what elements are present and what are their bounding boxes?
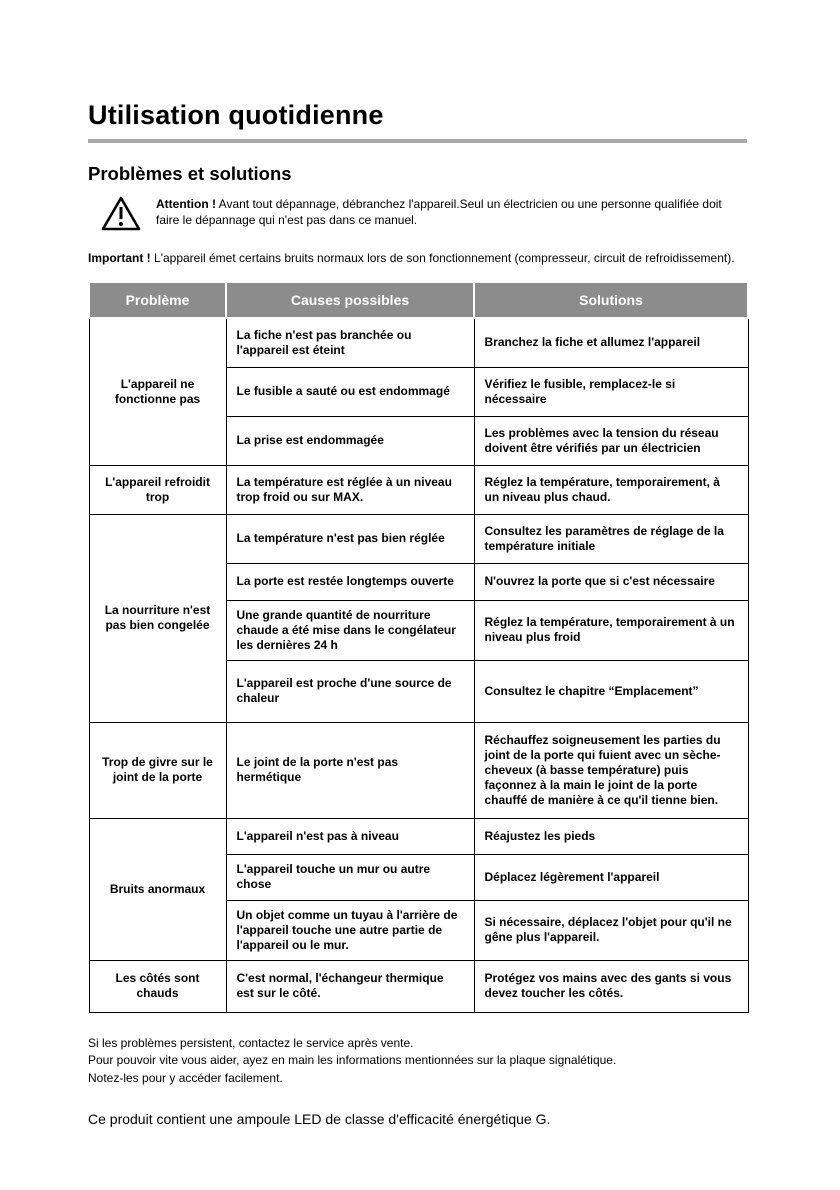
cause-cell: Le fusible a sauté ou est endommagé <box>226 367 474 416</box>
page-title: Utilisation quotidienne <box>88 100 384 130</box>
solution-cell: Déplacez légèrement l'appareil <box>474 854 748 900</box>
footer-notes <box>88 1035 747 1088</box>
header-probleme: Problème <box>89 282 226 318</box>
table-row <box>89 818 748 854</box>
cause-cell: La température n'est pas bien réglée <box>226 514 474 563</box>
solution-cell: Protégez vos mains avec des gants si vous devez toucher les côtés. <box>474 960 748 1012</box>
cause-cell: Le joint de la porte n'est pas hermétique <box>226 722 474 818</box>
table-row <box>89 960 748 1012</box>
probleme-cell: L'appareil ne fonctionne pas <box>89 318 226 465</box>
attention-text <box>156 193 744 228</box>
cause-cell: La température est réglée à un niveau trop froid ou sur MAX. <box>226 465 474 514</box>
title-rule <box>88 139 747 143</box>
cause-cell: L'appareil est proche d'une source de chaleur <box>226 660 474 722</box>
attention-body: Avant tout dépannage, débranchez l'appareil.Seul un électricien ou une personne qualifiée doit faire le dépannage qui n'est pas dans ce manuel. <box>156 197 722 227</box>
probleme-cell: La nourriture n'est pas bien congelée <box>89 514 226 722</box>
cause-cell: C'est normal, l'échangeur thermique est sur le côté. <box>226 960 474 1012</box>
attention-label: Attention ! <box>156 197 216 211</box>
cause-cell: La porte est restée longtemps ouverte <box>226 563 474 600</box>
section-title: Problèmes et solutions <box>88 163 292 184</box>
solution-cell: Réajustez les pieds <box>474 818 748 854</box>
header-causes: Causes possibles <box>226 282 474 318</box>
solution-cell: Consultez les paramètres de réglage de la température initiale <box>474 514 748 563</box>
cause-cell: La fiche n'est pas branchée ou l'appareil est éteint <box>226 318 474 367</box>
warning-triangle-icon <box>100 193 142 237</box>
header-solutions: Solutions <box>474 282 748 318</box>
table-header-row <box>89 282 748 318</box>
probleme-cell: Trop de givre sur le joint de la porte <box>89 722 226 818</box>
solution-cell: Branchez la fiche et allumez l'appareil <box>474 318 748 367</box>
table-row <box>89 465 748 514</box>
probleme-cell: L'appareil refroidit trop <box>89 465 226 514</box>
cause-cell: L'appareil touche un mur ou autre chose <box>226 854 474 900</box>
table-row <box>89 514 748 563</box>
probleme-cell: Bruits anormaux <box>89 818 226 960</box>
important-note <box>88 250 747 266</box>
cause-cell: Une grande quantité de nourriture chaude a été mise dans le congélateur les dernières 24 h <box>226 600 474 660</box>
footer-line-3: Notez-les pour y accéder facilement. <box>88 1070 283 1085</box>
solution-cell: N'ouvrez la porte que si c'est nécessaire <box>474 563 748 600</box>
solution-cell: Réchauffez soigneusement les parties du joint de la porte qui fuient avec un sèche-cheveux (à basse température) puis façonnez à la main le joint de la porte chauffé de manière à ce qu'il tienne bien. <box>474 722 748 818</box>
footer-line-2: Pour pouvoir vite vous aider, ayez en main les informations mentionnées sur la plaque signalétique. <box>88 1053 617 1067</box>
attention-note <box>88 193 747 237</box>
probleme-cell: Les côtés sont chauds <box>89 960 226 1012</box>
led-note: Ce produit contient une ampoule LED de classe d'efficacité énergétique G. <box>88 1111 551 1127</box>
important-body: L'appareil émet certains bruits normaux lors de son fonctionnement (compresseur, circuit de refroidissement). <box>154 251 735 265</box>
troubleshooting-table <box>88 281 749 1013</box>
important-label: Important ! <box>88 251 151 265</box>
table-row <box>89 318 748 367</box>
table-row <box>89 722 748 818</box>
cause-cell: L'appareil n'est pas à niveau <box>226 818 474 854</box>
solution-cell: Si nécessaire, déplacez l'objet pour qu'il ne gêne plus l'appareil. <box>474 900 748 960</box>
cause-cell: La prise est endommagée <box>226 416 474 465</box>
solution-cell: Réglez la température, temporairement à un niveau plus froid <box>474 600 748 660</box>
cause-cell: Un objet comme un tuyau à l'arrière de l'appareil touche une autre partie de l'appareil ou le mur. <box>226 900 474 960</box>
solution-cell: Vérifiez le fusible, remplacez-le si nécessaire <box>474 367 748 416</box>
solution-cell: Les problèmes avec la tension du réseau doivent être vérifiés par un électricien <box>474 416 748 465</box>
solution-cell: Réglez la température, temporairement, à un niveau plus chaud. <box>474 465 748 514</box>
solution-cell: Consultez le chapitre “Emplacement” <box>474 660 748 722</box>
footer-line-1: Si les problèmes persistent, contactez le service après vente. <box>88 1035 414 1050</box>
